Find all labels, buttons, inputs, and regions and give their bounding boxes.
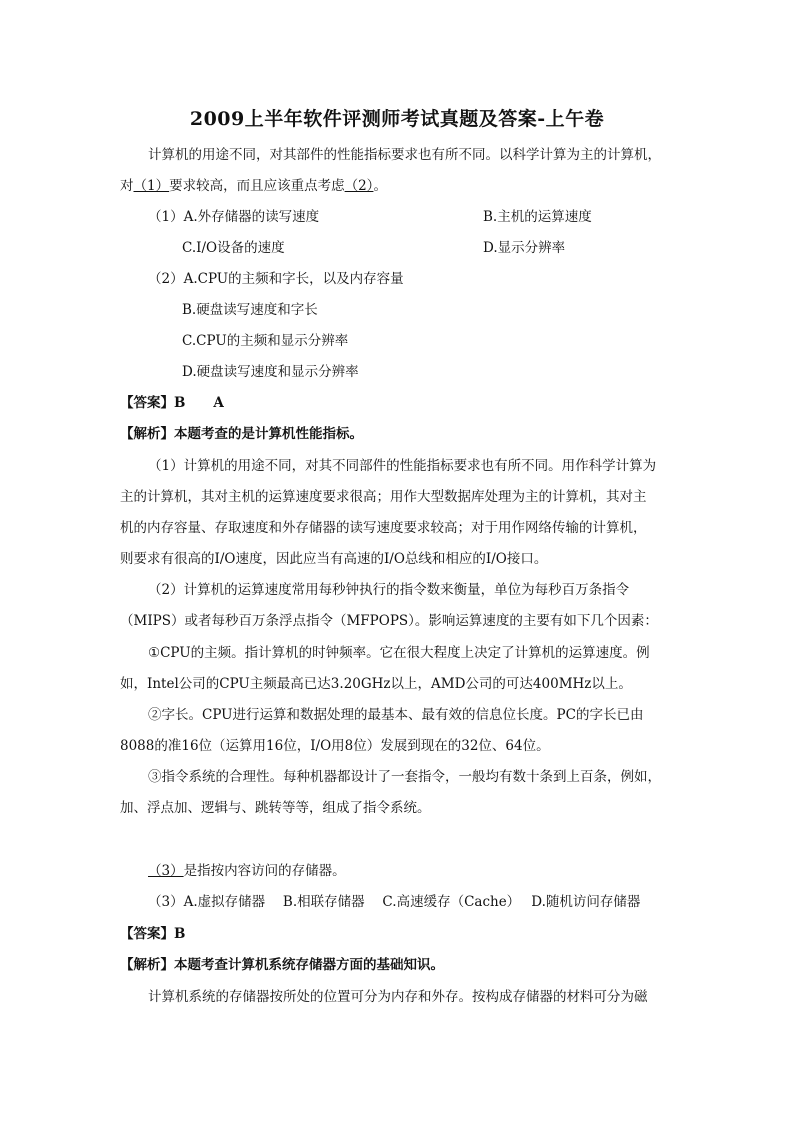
analysis-para-line: ②字长。CPU进行运算和数据处理的最基本、最有效的信息位长度。PC的字长已由 [148, 707, 644, 723]
option-1a: （1）A.外存储器的读写速度 [148, 209, 320, 225]
option-2b: B.硬盘读写速度和字长 [182, 302, 318, 318]
q1-stem-line2 [120, 176, 387, 196]
analysis-heading-1: 【解析】本题考查的是计算机性能指标。 [120, 426, 363, 442]
q1-stem-line1: 计算机的用途不同，对其部件的性能指标要求也有所不同。以科学计算为主的计算机， [148, 147, 661, 163]
option-2d: D.硬盘读写速度和显示分辨率 [182, 364, 359, 380]
analysis-para-line: 8088的准16位（运算用16位，I/O用8位）发展到现在的32位、64位。 [120, 738, 550, 754]
option-2a: （2）A.CPU的主频和字长，以及内存容量 [148, 271, 404, 287]
analysis-para-line: 则要求有很高的I/O速度，因此应当有高速的I/O总线和相应的I/O接口。 [120, 551, 548, 567]
analysis-para-line: （1）计算机的用途不同，对其不同部件的性能指标要求也有所不同。用作科学计算为 [148, 458, 657, 474]
q1-stem-mid: 要求较高，而且应该重点考虑 [169, 178, 345, 194]
q3-stem [148, 861, 346, 881]
blank-2: （2） [344, 178, 374, 194]
blank-3: （3） [148, 863, 184, 879]
analysis-para-line: （2）计算机的运算速度常用每秒钟执行的指令数来衡量，单位为每秒百万条指令 [148, 582, 630, 598]
answer-1: B [174, 395, 186, 411]
analysis-para-line: （MIPS）或者每秒百万条浮点指令（MFPOPS）。影响运算速度的主要有如下几个因素： [120, 613, 658, 629]
analysis-para-line: 主的计算机，其对主机的运算速度要求很高；用作大型数据库处理为主的计算机，其对主 [120, 489, 647, 505]
option-2c: C.CPU的主频和显示分辨率 [182, 333, 349, 349]
analysis-para-line: 计算机系统的存储器按所处的位置可分为内存和外存。按构成存储器的材料可分为磁 [148, 989, 648, 1005]
page-title: 2009上半年软件评测师考试真题及答案-上午卷 [189, 108, 605, 130]
q3-options: （3）A.虚拟存储器 B.相联存储器 C.高速缓存（Cache） D.随机访问存储器 [148, 894, 641, 910]
option-1d: D.显示分辨率 [483, 240, 566, 256]
answer-2: A [213, 395, 224, 411]
analysis-para-line: ③指令系统的合理性。每种机器都设计了一套指令，一般均有数十条到上百条，例如， [148, 769, 661, 785]
answer-q3: 【答案】B [120, 926, 186, 942]
analysis-para-line: ①CPU的主频。指计算机的时钟频率。它在很大程度上决定了计算机的运算速度。例 [148, 645, 650, 661]
analysis-para-line: 如，Intel公司的CPU主频最高已达3.20GHz以上，AMD公司的可达400MHz以上。 [120, 676, 632, 692]
analysis-para-line: 机的内存容量、存取速度和外存储器的读写速度要求较高；对于用作网络传输的计算机， [120, 520, 647, 536]
q3-stem-text: 是指按内容访问的存储器。 [183, 863, 346, 879]
option-1c: C.I/O设备的速度 [182, 240, 285, 256]
q1-stem-end: 。 [373, 178, 387, 194]
option-1b: B.主机的运算速度 [483, 209, 592, 225]
q1-stem-prefix: 对 [120, 178, 134, 194]
blank-1: （1） [133, 178, 170, 194]
analysis-para-line: 加、浮点加、逻辑与、跳转等等，组成了指令系统。 [120, 800, 431, 816]
answer-q1-q2 [120, 393, 224, 413]
analysis-heading-2: 【解析】本题考查计算机系统存储器方面的基础知识。 [120, 957, 444, 973]
answer-label: 【答案】 [120, 395, 174, 411]
